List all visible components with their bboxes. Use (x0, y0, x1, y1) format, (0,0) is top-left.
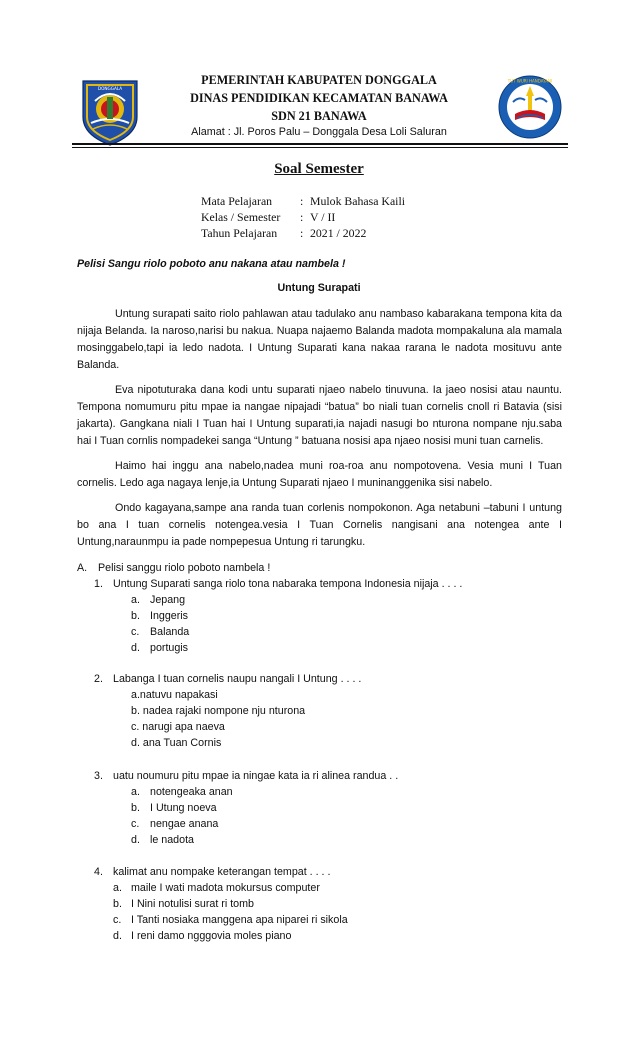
option-text: le nadota (150, 834, 194, 846)
option-text: b. nadea rajaki nompone nju nturona (131, 705, 306, 717)
question-text: kalimat anu nompake keterangan tempat . . . . (113, 866, 331, 878)
story-paragraph: Haimo hai inggu ana nabelo,nadea muni roa-roa anu nompotovena. Vesia muni I Tuan cornelis. Ledo aga nagaya lenje,ia Untung Suparati njaeo I muninanggenika sisi nabelo. (77, 460, 562, 490)
meta-value: V / II (310, 210, 336, 224)
option-text: I Nini notulisi surat ri tomb (131, 898, 254, 910)
document-title: Soal Semester (274, 161, 364, 177)
meta-value: 2021 / 2022 (310, 226, 367, 240)
meta-label: Kelas / Semester (201, 210, 281, 224)
letterhead-department: DINAS PENDIDIKAN KECAMATAN BANAWA (190, 91, 448, 105)
option-letter: c. (131, 818, 140, 830)
section-marker: A. (77, 562, 88, 574)
option-text: maile I wati madota mokursus computer (131, 882, 320, 894)
story-paragraph: Ondo kagayana,sampe ana randa tuan corlenis nompokonon. Aga netabuni –tabuni I untung bo ana I tuan cornelis notengea.vesia I Tuan Cornelis nangisani ana notengea ante I Untung,naraunmpu ia pade nompepesua Untung ri tarungku. (77, 502, 562, 549)
question-number: 1. (94, 578, 103, 590)
story-paragraph: Untung surapati saito riolo pahlawan atau tadulako anu nambaso kabarakana tempona kita da nijaja Belanda. Ia naroso,narisi bu nakua. Nuapa najaemo Balanda madota mompakaluna ala mamala mosinggabelo,tapi ia ledo nadota. I Untung Suparati kana nakaa rarana le nadota mosituvu ante Balanda. (77, 308, 562, 372)
svg-text:DONGGALA: DONGGALA (97, 86, 123, 91)
meta-value: Mulok Bahasa Kaili (310, 194, 406, 208)
option-text: portugis (150, 642, 189, 654)
meta-separator: : (300, 210, 304, 224)
option-text: Inggeris (150, 610, 189, 622)
question-number: 3. (94, 770, 103, 782)
option-text: nengae anana (150, 818, 219, 830)
meta-separator: : (300, 226, 304, 240)
option-letter: d. (131, 834, 140, 846)
svg-text:TUT WURI HANDAYANI: TUT WURI HANDAYANI (507, 78, 553, 84)
letterhead-government: PEMERINTAH KABUPATEN DONGGALA (201, 73, 437, 87)
letterhead-school: SDN 21 BANAWA (271, 109, 367, 123)
option-text: c. narugi apa naeva (131, 721, 225, 733)
option-letter: b. (131, 610, 140, 622)
option-letter: c. (131, 626, 140, 638)
option-text: notengeaka anan (150, 786, 233, 798)
option-text: a.natuvu napakasi (131, 689, 218, 701)
option-letter: b. (131, 802, 140, 814)
option-letter: d. (131, 642, 140, 654)
option-letter: d. (113, 930, 122, 942)
option-letter: a. (131, 594, 140, 606)
letterhead-divider (72, 143, 568, 145)
option-text: Jepang (150, 594, 186, 606)
meta-separator: : (300, 194, 304, 208)
meta-label: Mata Pelajaran (201, 194, 273, 208)
letterhead-divider-thin (72, 147, 568, 148)
option-text: I Utung noeva (150, 802, 217, 814)
question-number: 4. (94, 866, 103, 878)
option-letter: b. (113, 898, 122, 910)
option-text: d. ana Tuan Cornis (131, 737, 222, 749)
story-title: Untung Surapati (277, 282, 361, 294)
question-text: Untung Suparati sanga riolo tona nabaraka tempona Indonesia nijaja . . . . (113, 578, 463, 590)
story-paragraph: Eva nipotuturaka dana kodi untu suparati njaeo nabelo tinuvuna. Ia jaeo nosisi atau nauntu. Tempona nomumuru pitu mpae ia nangae nipajadi “batua” bo niali tuan cornelis cnoll ri Batavia (sisi jakarta). Gangkana niali I Tuan hai I Untung suparati,ia najadi nasugi bo nturona nompane nju.saba hai I Tuan cornlis nompadekei sanga “Untung ” batuana nosisi apa njaeo nosisi muni tuan carnelis. (77, 384, 562, 448)
option-letter: a. (131, 786, 140, 798)
question-text: uatu noumuru pitu mpae ia ningae kata ia ri alinea randua . . (113, 770, 399, 782)
letterhead-address: Alamat : Jl. Poros Palu – Donggala Desa Loli Saluran (191, 126, 447, 138)
reading-instruction: Pelisi Sangu riolo poboto anu nakana atau nambela ! (77, 258, 346, 270)
option-text: I Tanti nosiaka manggena apa niparei ri sikola (131, 914, 348, 926)
option-text: I reni damo ngggovia moles piano (131, 930, 292, 942)
option-text: Balanda (150, 626, 190, 638)
option-letter: c. (113, 914, 122, 926)
option-letter: a. (113, 882, 122, 894)
section-heading: Pelisi sanggu riolo poboto nambela ! (98, 562, 271, 574)
question-number: 2. (94, 673, 103, 685)
question-text: Labanga I tuan cornelis naupu nangali I Untung . . . . (113, 673, 362, 685)
meta-label: Tahun Pelajaran (201, 226, 278, 240)
